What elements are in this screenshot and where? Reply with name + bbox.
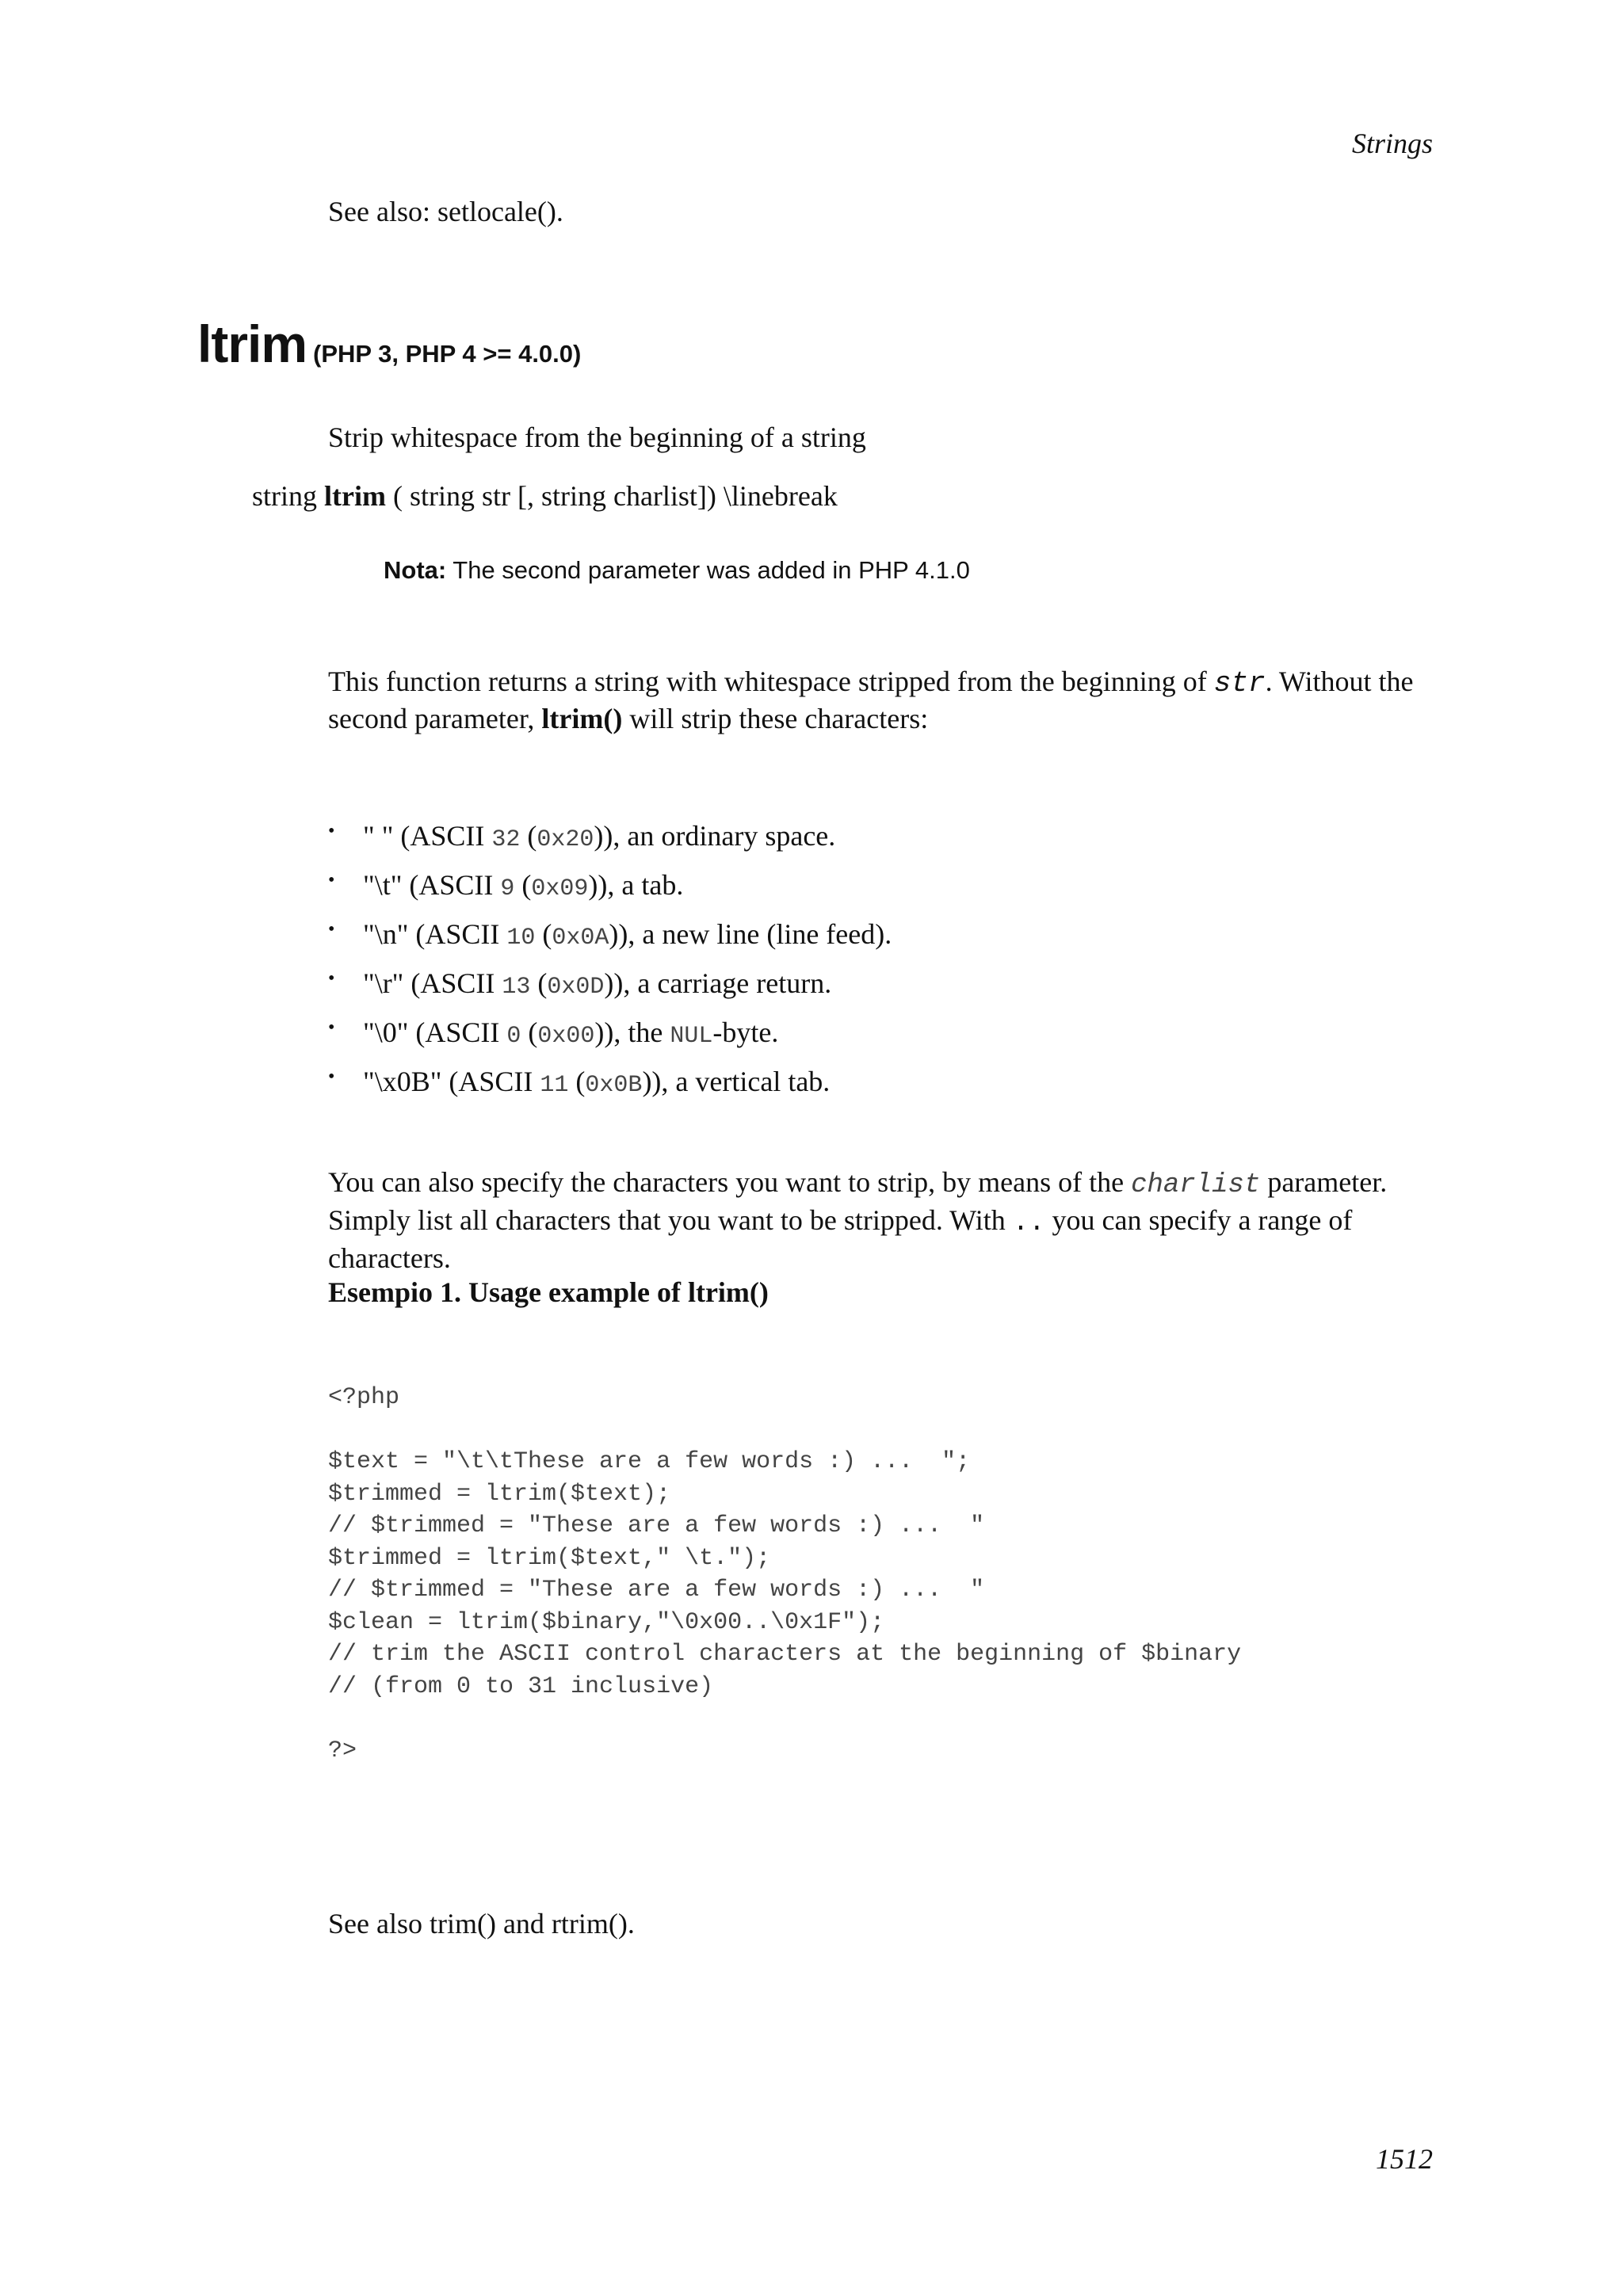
- list-item: • " " (ASCII 32 (0x20)), an ordinary space.: [328, 819, 892, 868]
- description-text: . Without the second parameter,: [328, 666, 1414, 734]
- note-text: The second parameter was added in PHP 4.1.0: [453, 556, 970, 584]
- synopsis-return-type: string: [252, 480, 318, 512]
- example-title: Esempio 1. Usage example of ltrim(): [328, 1276, 769, 1308]
- running-header: Strings: [1351, 128, 1433, 159]
- param-str: str: [1213, 667, 1266, 700]
- list-item: • "\n" (ASCII 10 (0x0A)), a new line (line feed).: [328, 917, 892, 967]
- whitespace-characters-list: [328, 819, 892, 1114]
- list-item: • "\x0B" (ASCII 11 (0x0B)), a vertical tab.: [328, 1065, 892, 1114]
- charlist-paragraph: [328, 1165, 1453, 1276]
- function-purpose: Strip whitespace from the beginning of a string: [328, 421, 866, 453]
- paragraph-text: you can specify a range of characters.: [328, 1204, 1353, 1274]
- function-ref: ltrim(): [541, 703, 623, 734]
- page-number: 1512: [1376, 2143, 1433, 2175]
- description-text: will strip these characters:: [622, 703, 929, 734]
- list-item: • "\t" (ASCII 9 (0x09)), a tab.: [328, 868, 892, 917]
- synopsis-params: ( string str [, string charlist]) \linebreak: [392, 480, 838, 512]
- function-versions: (PHP 3, PHP 4 >= 4.0.0): [313, 340, 582, 368]
- list-item: • "\0" (ASCII 0 (0x00)), the NUL-byte.: [328, 1016, 892, 1065]
- see-also-bottom: See also trim() and rtrim().: [328, 1908, 635, 1939]
- synopsis-name: ltrim: [324, 480, 386, 512]
- paragraph-text: parameter. Simply list all characters that you want to be stripped. With: [328, 1166, 1388, 1236]
- list-item: • "\r" (ASCII 13 (0x0D)), a carriage return.: [328, 967, 892, 1016]
- function-heading: [197, 314, 581, 374]
- paragraph-text: You can also specify the characters you want to strip, by means of the: [328, 1166, 1132, 1198]
- note-label: Nota:: [384, 556, 447, 584]
- note: [384, 556, 970, 585]
- function-name: ltrim: [197, 315, 307, 373]
- description-text: This function returns a string with whitespace stripped from the beginning of: [328, 666, 1214, 697]
- range-operator: ..: [1012, 1208, 1045, 1238]
- function-synopsis: [252, 479, 838, 513]
- code-example: <?php $text = "\t\tThese are a few words :) ... "; $trimmed = ltrim($text); // $trimmed = "These are a few words :) ... " $trimmed = ltrim($text," \t."); // $trimmed = "These are a few words :) ... " $clean = ltrim($binary,"\0x00..\0x1F"); // trim the ASCII control characters at the beginning of $binary // (from 0 to 31 inclusive) ?>: [328, 1384, 1242, 1764]
- param-charlist: charlist: [1131, 1170, 1261, 1200]
- see-also-top: See also: setlocale().: [328, 196, 563, 227]
- description-paragraph: [328, 664, 1438, 736]
